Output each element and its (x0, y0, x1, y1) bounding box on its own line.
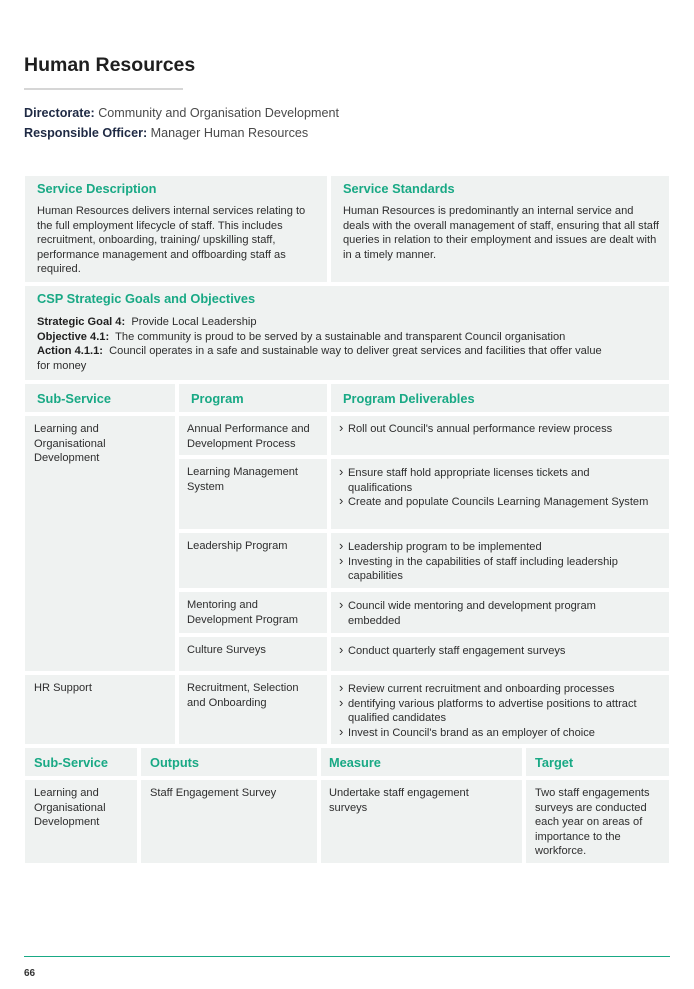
objective-text: The community is proud to be served by a sustainable and transparent Council organisation (115, 330, 566, 343)
csp-heading: CSP Strategic Goals and Objectives (37, 291, 256, 306)
outputs-header-target: Target (535, 755, 574, 770)
subservice-hr-support: HR Support (34, 682, 92, 694)
programs-header-deliverables: Program Deliverables (343, 391, 475, 406)
officer-line (24, 126, 308, 140)
outputs-header-measure: Measure (329, 755, 381, 770)
footer-divider (24, 956, 670, 957)
action-line (37, 344, 607, 373)
deliverable-item: › Conduct quarterly staff engagement surveys (339, 644, 659, 659)
program-name: Mentoring and Development Program (187, 599, 298, 626)
subservice-learning: Learning and Organisational Development (34, 423, 106, 465)
officer-value: Manager Human Resources (150, 126, 309, 140)
directorate-value: Community and Organisation Development (98, 106, 339, 120)
deliverable-item: › Create and populate Councils Learning Management System (339, 495, 649, 510)
deliverable-item: › Ensure staff hold appropriate licenses tickets and qualifications (339, 466, 649, 495)
csp-body (37, 315, 647, 373)
program-deliverables (339, 599, 599, 628)
program-name: Learning Management System (187, 466, 299, 493)
directorate-line (24, 106, 339, 120)
deliverable-item: › Review current recruitment and onboarding processes (339, 682, 651, 697)
deliverable-item: › Invest in Council's brand as an employer of choice (339, 726, 651, 741)
program-name: Culture Surveys (187, 644, 266, 656)
page-title: Human Resources (24, 54, 196, 76)
outputs-output: Staff Engagement Survey (150, 787, 277, 799)
program-deliverables (339, 422, 659, 437)
deliverable-item: › Council wide mentoring and development program embedded (339, 599, 599, 628)
program-deliverables (339, 466, 649, 510)
service-description-body: Human Resources delivers internal services relating to the full employment lifecycle of staff. This includes recruitment, onboarding, training/ upskilling staff, performance management and offboarding staff as required. (37, 205, 306, 276)
officer-label: Responsible Officer: (24, 126, 148, 140)
outputs-subservice: Learning and Organisational Development (34, 787, 106, 829)
outputs-header-outputs: Outputs (150, 755, 200, 770)
program-deliverables (339, 644, 659, 659)
programs-header-subservice: Sub-Service (37, 391, 111, 406)
service-description-heading: Service Description (37, 181, 157, 196)
action-text: Council operates in a safe and sustainable way to deliver great services and facilities that offer value for money (37, 345, 602, 372)
service-standards-body: Human Resources is predominantly an internal service and deals with the overall management of staff, ensuring that all staff queries in relation to their employment and issues are dealt with in a timely manner. (343, 205, 659, 261)
deliverable-item: › Investing in the capabilities of staff including leadership capabilities (339, 555, 629, 584)
deliverable-item: › dentifying various platforms to advertise positions to attract qualified candidates (339, 697, 651, 726)
program-deliverables (339, 540, 629, 584)
deliverable-item: › Leadership program to be implemented (339, 540, 629, 555)
program-name: Recruitment, Selection and Onboarding (187, 682, 299, 709)
service-standards-heading: Service Standards (343, 181, 455, 196)
strategic-goal-line (37, 315, 647, 330)
page-number: 66 (24, 968, 36, 979)
program-name: Leadership Program (187, 540, 288, 552)
objective-line (37, 330, 647, 345)
programs-header-program: Program (191, 391, 244, 406)
program-name: Annual Performance and Development Process (187, 423, 310, 450)
outputs-target: Two staff engagements surveys are conducted each year on areas of importance to the workforce. (535, 787, 650, 858)
action-label: Action 4.1.1: (37, 345, 103, 358)
outputs-header-subservice: Sub-Service (34, 755, 108, 770)
strategic-goal-label: Strategic Goal 4: (37, 316, 126, 328)
strategic-goal-text: Provide Local Leadership (131, 316, 257, 328)
program-deliverables (339, 682, 651, 740)
directorate-label: Directorate: (24, 106, 95, 120)
objective-label: Objective 4.1: (37, 330, 110, 343)
deliverable-item: › Roll out Council's annual performance review process (339, 422, 659, 437)
title-divider (24, 88, 183, 90)
outputs-measure: Undertake staff engagement surveys (329, 787, 469, 814)
